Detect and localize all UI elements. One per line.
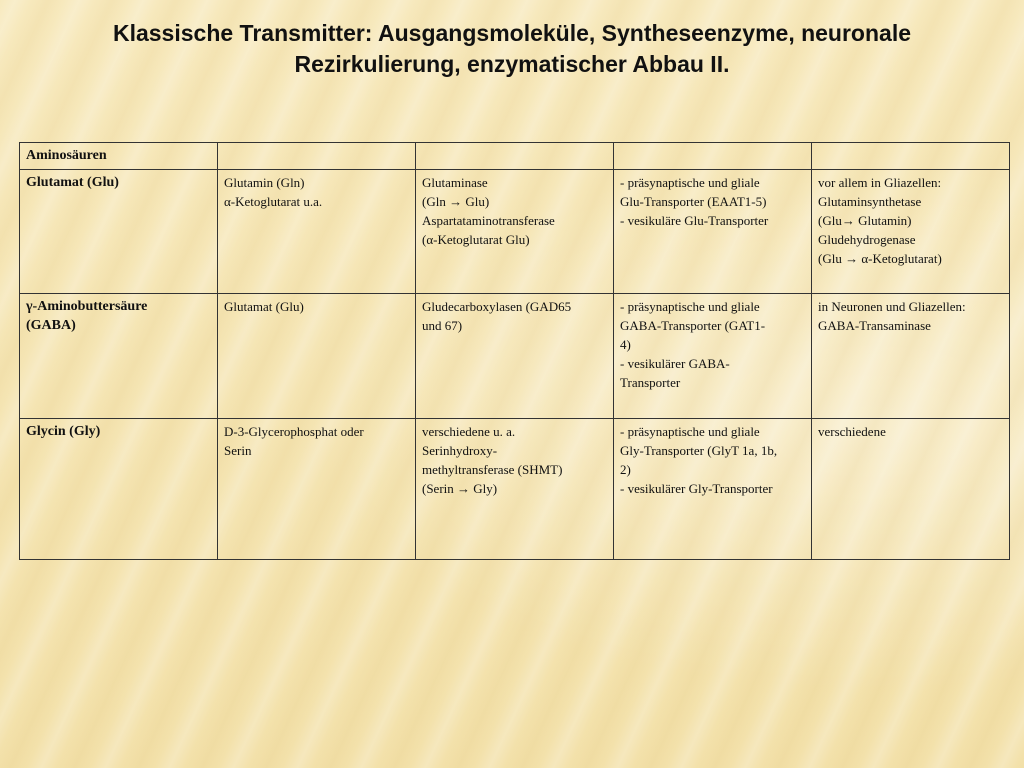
slide-title-line-1: Klassische Transmitter: Ausgangsmoleküle, Syntheseenzyme, neuronale <box>112 20 912 46</box>
header-cell-precursor <box>218 143 416 170</box>
header-cell-synthesis <box>416 143 614 170</box>
synthesis-cell <box>416 294 614 419</box>
row-name-cell <box>20 294 218 419</box>
degradation-line: vor allem in Gliazellen: <box>818 175 942 190</box>
row-name-line: (GABA) <box>26 318 76 333</box>
transmitter-table-container <box>19 142 1009 560</box>
degradation-line: (Glu→ Glutamin) <box>818 213 912 228</box>
precursor-line: Serin <box>224 443 252 458</box>
synthesis-line: (α-Ketoglutarat Glu) <box>422 232 530 247</box>
row-name-line: γ-Aminobuttersäure <box>26 299 148 314</box>
row-name-cell <box>20 170 218 294</box>
degradation-cell <box>812 170 1010 294</box>
transport-line: Gly-Transporter (GlyT 1a, 1b, <box>620 443 778 458</box>
synthesis-line: Aspartataminotransferase <box>422 213 555 228</box>
degradation-line: verschiedene <box>818 424 886 439</box>
transport-line: - vesikulärer GABA- <box>620 356 730 371</box>
header-cell-degradation <box>812 143 1010 170</box>
row-name: Glycin (Gly) <box>26 424 101 439</box>
slide-title-line-2: Rezirkulierung, enzymatischer Abbau II. <box>294 51 730 77</box>
table-row-gaba <box>20 294 1010 419</box>
transport-line: Transporter <box>620 375 681 390</box>
synthesis-cell <box>416 170 614 294</box>
degradation-line: Glutaminsynthetase <box>818 194 922 209</box>
synthesis-line: Glutaminase <box>422 175 488 190</box>
transport-line: Glu-Transporter (EAAT1-5) <box>620 194 767 209</box>
precursor-line: D-3-Glycerophosphat oder <box>224 424 364 439</box>
table-row-glutamat <box>20 170 1010 294</box>
synthesis-line: Gludecarboxylasen (GAD65 <box>422 299 572 314</box>
transport-line: - präsynaptische und gliale <box>620 175 760 190</box>
synthesis-line: (Serin → Gly) <box>422 481 498 496</box>
precursor-cell <box>218 170 416 294</box>
precursor-line: α-Ketoglutarat u.a. <box>224 194 323 209</box>
transport-line: 4) <box>620 337 631 352</box>
transmitter-table <box>19 142 1010 560</box>
synthesis-line: Serinhydroxy- <box>422 443 498 458</box>
degradation-cell <box>812 419 1010 560</box>
transport-line: - vesikulärer Gly-Transporter <box>620 481 773 496</box>
synthesis-line: (Gln → Glu) <box>422 194 490 209</box>
transport-line: - präsynaptische und gliale <box>620 424 760 439</box>
transport-line: - vesikuläre Glu-Transporter <box>620 213 769 228</box>
degradation-cell <box>812 294 1010 419</box>
transport-cell <box>614 170 812 294</box>
transport-cell <box>614 419 812 560</box>
header-label-cell: Aminosäuren <box>20 143 218 170</box>
degradation-line: GABA-Transaminase <box>818 318 931 333</box>
synthesis-line: methyltransferase (SHMT) <box>422 462 563 477</box>
degradation-line: Gludehydrogenase <box>818 232 916 247</box>
degradation-line: (Glu → α-Ketoglutarat) <box>818 251 942 266</box>
synthesis-line: und 67) <box>422 318 463 333</box>
transport-cell <box>614 294 812 419</box>
synthesis-cell <box>416 419 614 560</box>
precursor-cell <box>218 294 416 419</box>
transport-line: - präsynaptische und gliale <box>620 299 760 314</box>
precursor-line: Glutamat (Glu) <box>224 299 304 314</box>
precursor-line: Glutamin (Gln) <box>224 175 305 190</box>
synthesis-line: verschiedene u. a. <box>422 424 516 439</box>
row-name: Glutamat (Glu) <box>26 175 119 190</box>
header-cell-transport <box>614 143 812 170</box>
table-header-row <box>20 143 1010 170</box>
slide-title <box>30 18 994 80</box>
degradation-line: in Neuronen und Gliazellen: <box>818 299 966 314</box>
table-row-glycin <box>20 419 1010 560</box>
precursor-cell <box>218 419 416 560</box>
row-name-cell <box>20 419 218 560</box>
transport-line: 2) <box>620 462 631 477</box>
transport-line: GABA-Transporter (GAT1- <box>620 318 766 333</box>
